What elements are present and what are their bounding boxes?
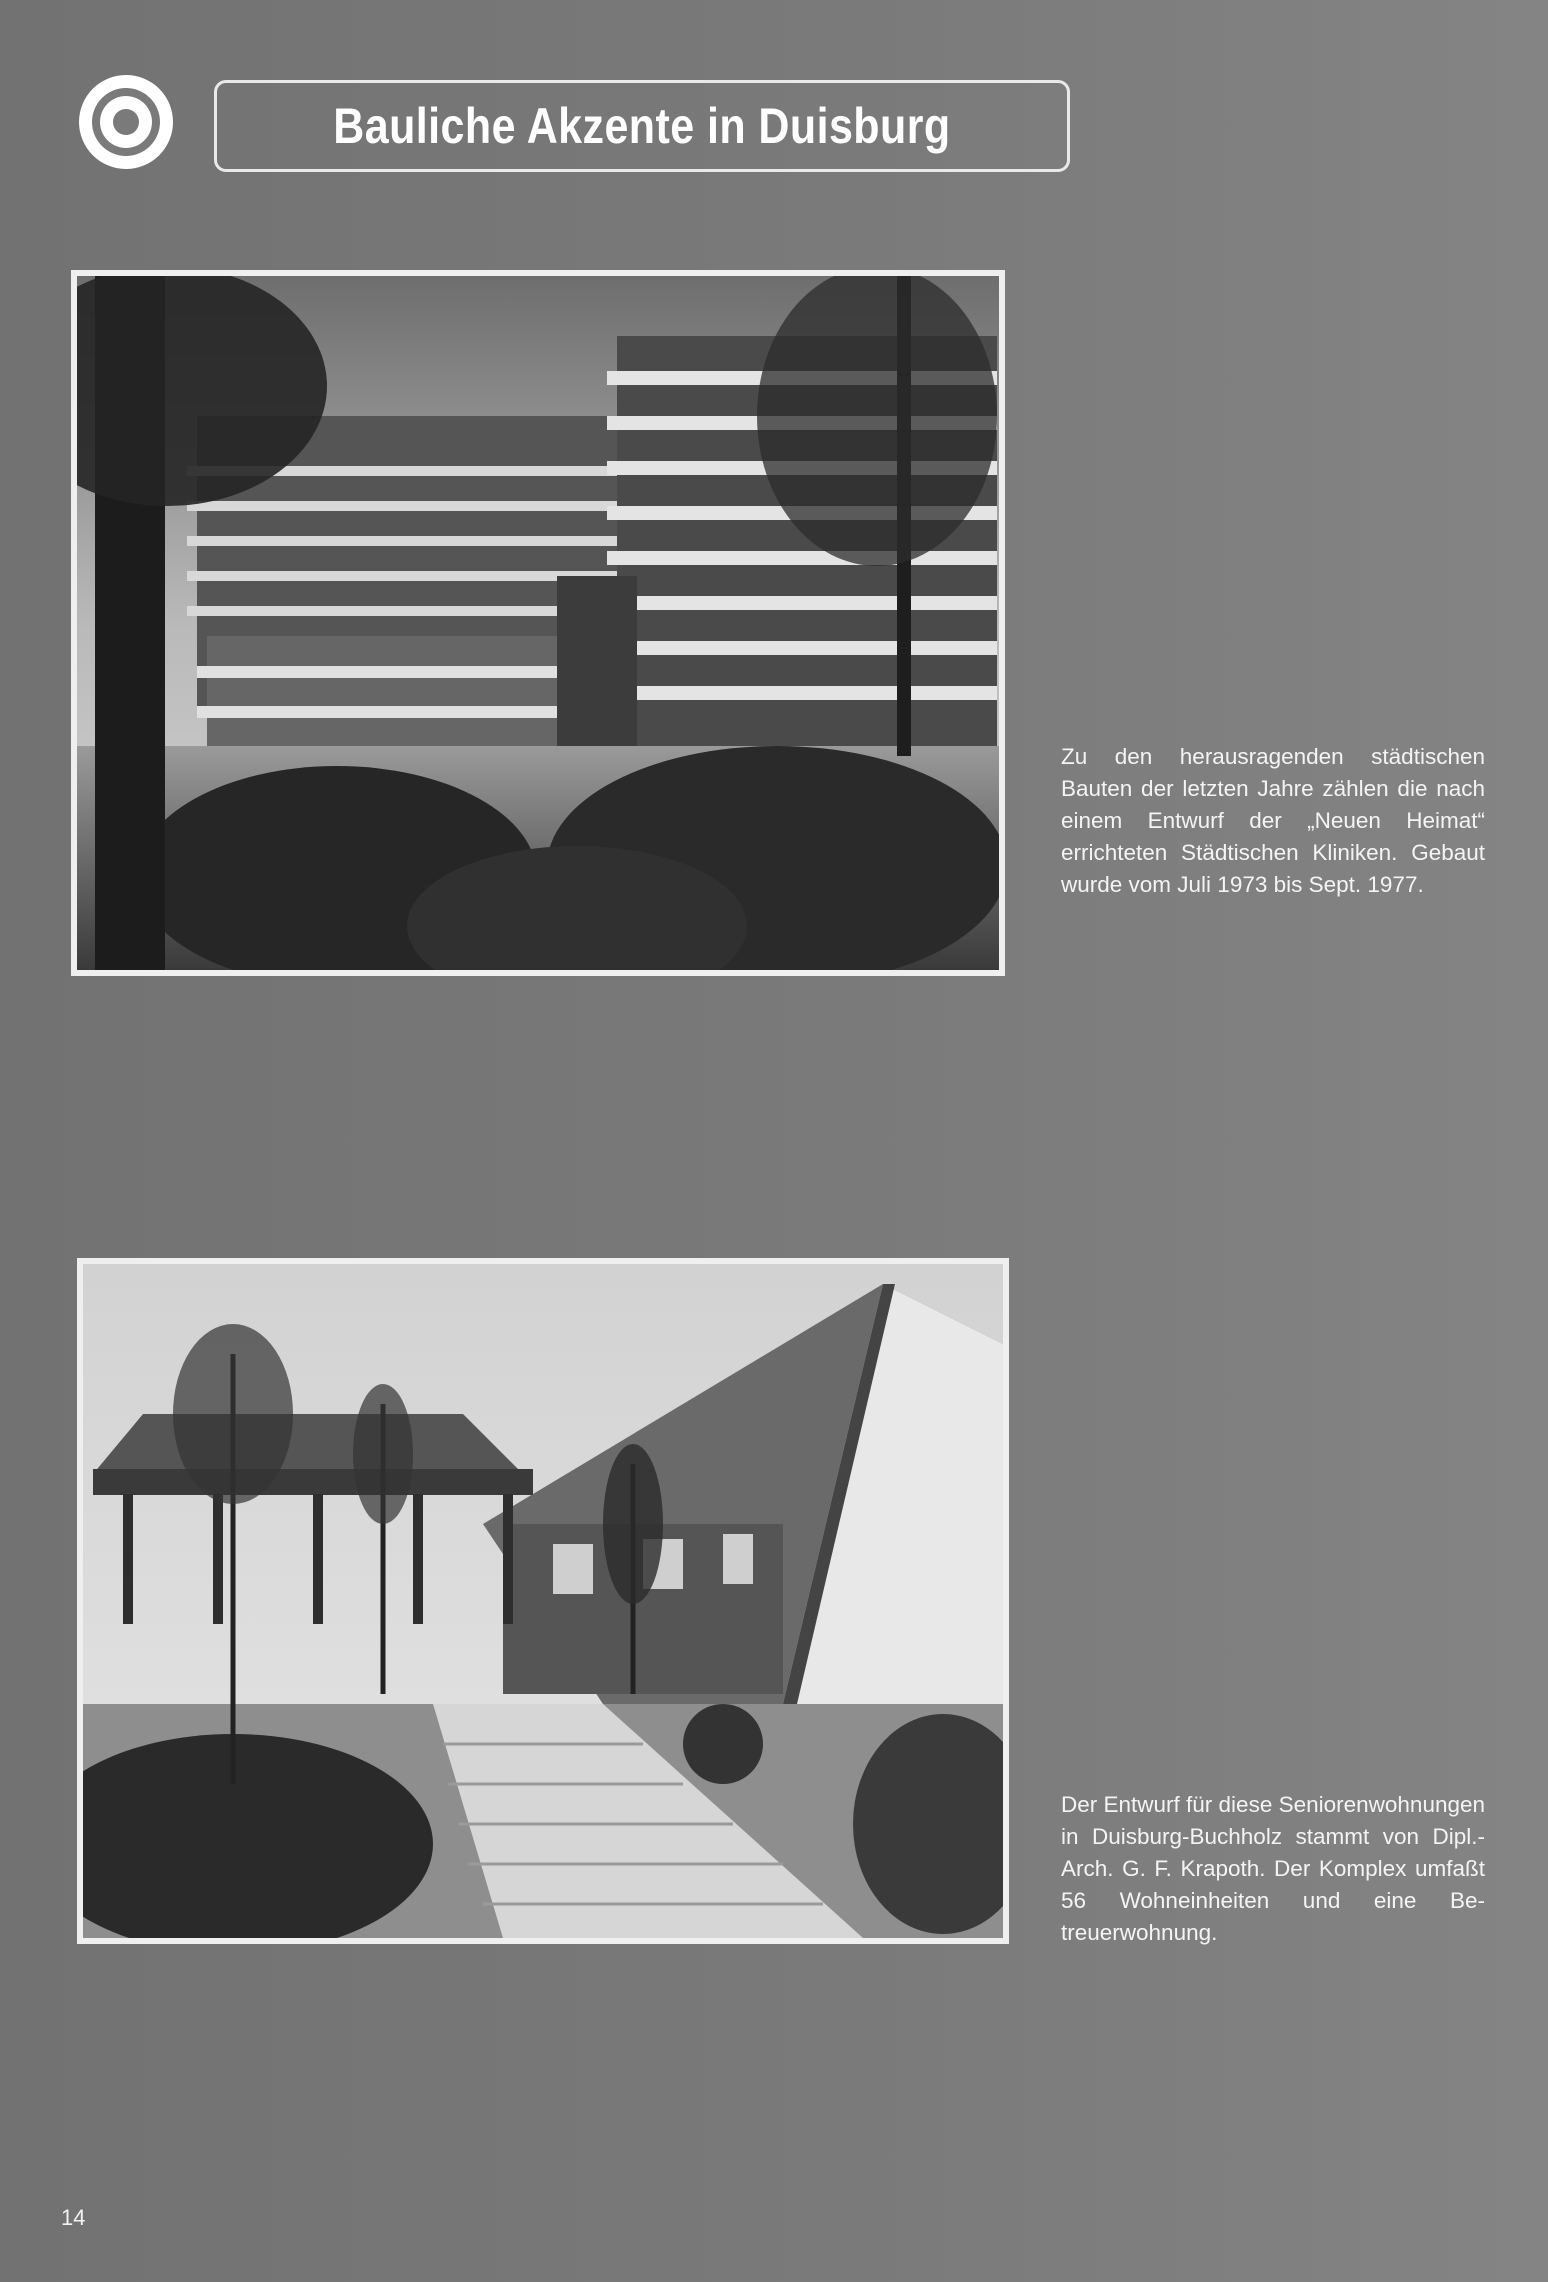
- senior-housing-building-photo: [83, 1264, 1003, 1938]
- clinic-caption: Zu den herausragenden städtischen Bauten der letzten Jahre zählen die nach einem Entwurf der „Neuen Heimat“ errichteten Städtischen Kliniken. Gebaut wurde vom Juli 1973 bis Sept. 1977.: [1061, 744, 1485, 897]
- title-box: [214, 80, 1070, 172]
- senior-housing-photo: [77, 1258, 1009, 1944]
- page-number: 14: [61, 2205, 86, 2230]
- concentric-rings-icon: [78, 74, 174, 170]
- senior-housing-caption: Der Entwurf für diese Seniorenwohnungen in Duisburg-Buchholz stammt von Dipl.-Arch. G. F. Krapoth. Der Komplex umfaßt 56 Wohneinheiten und eine Betreuerwohnung.: [1061, 1792, 1486, 1945]
- hospital-building-photo: [77, 276, 999, 970]
- clinic-photo: [71, 270, 1005, 976]
- page-title: Bauliche Akzente in Duisburg: [333, 98, 951, 154]
